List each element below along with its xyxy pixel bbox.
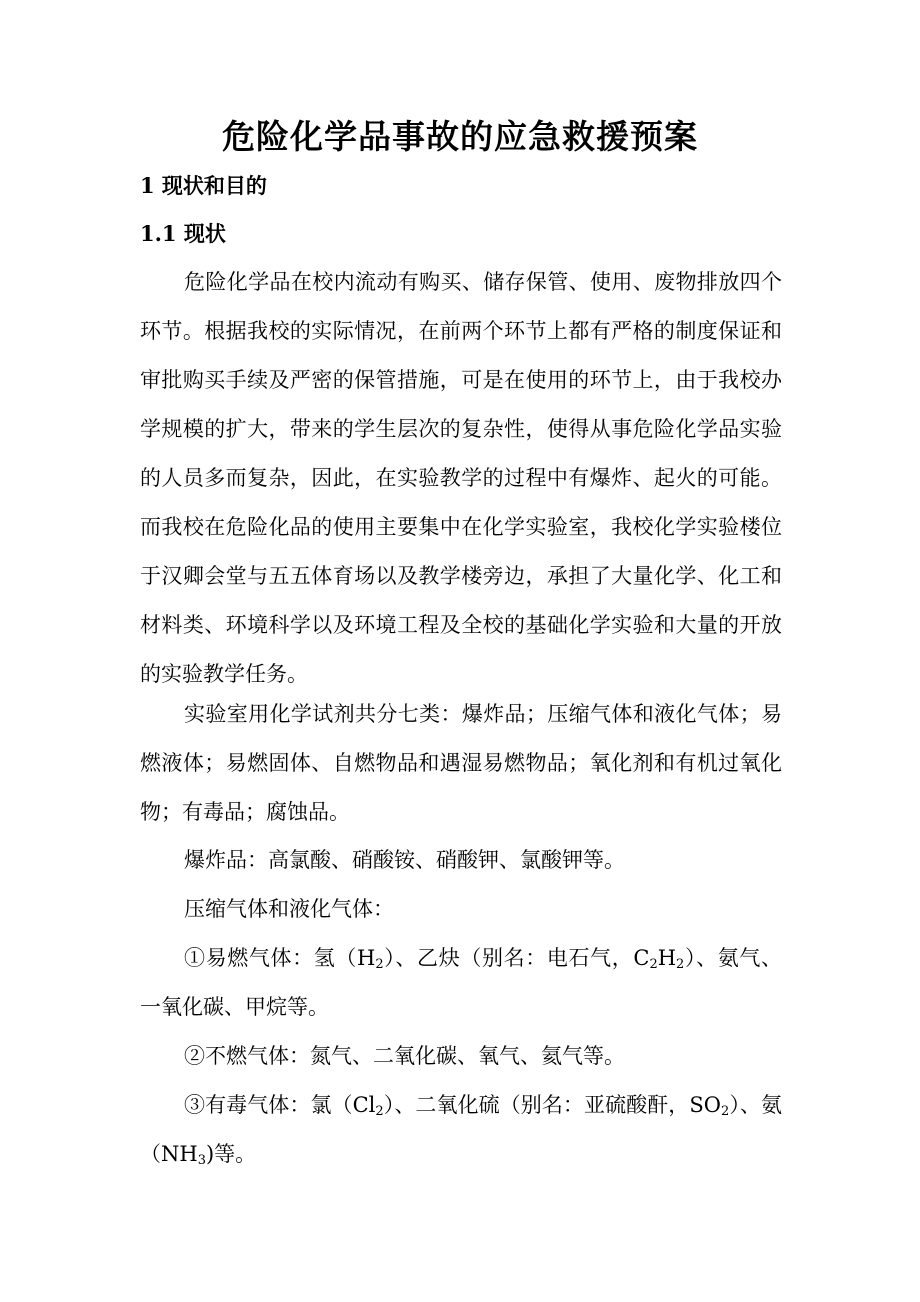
paragraph-reagent-categories: 实验室用化学试剂共分七类：爆炸品；压缩气体和液化气体；易燃液体；易燃固体、自燃物品和遇湿易燃物品；氧化剂和有机过氧化物；有毒品；腐蚀品。: [140, 702, 782, 824]
paragraph-gases-intro: 压缩气体和液化气体：: [184, 897, 394, 921]
paragraph-toxic-gases: ③有毒气体：氯$(Cl_2)$、二氧化硫（别名：亚硫酸酐，$SO_2$）、氨$(NH_3)$等。: [140, 1093, 782, 1168]
document-title: 危险化学品事故的应急救援预案: [222, 117, 698, 156]
paragraph-explosives: 爆炸品：高氯酸、硝酸铵、硝酸钾、氯酸钾等。: [184, 848, 625, 872]
paragraph-nonflammable-gases: ②不燃气体：氮气、二氧化碳、氧气、氦气等。: [184, 1044, 625, 1068]
paragraph-flammable-gases: ①易燃气体：氢$(H_2)$、乙炔（别名：电石气，$C_2H_2$）、氨气、一氧化碳、甲烷等。: [140, 946, 782, 1019]
section-heading-1-1: 1.1 现状: [140, 221, 226, 246]
paragraph-status: 危险化学品在校内流动有购买、储存保管、使用、废物排放四个环节。根据我校的实际情况，在前两个环节上都有严格的制度保证和审批购买手续及严密的保管措施，可是在使用的环节上，由于我校办学规模的扩大，带来的学生层次的复杂性，使得从事危险化学品实验的人员多而复杂，因此，在实验教学的过程中有爆炸、起火的可能。而我校在危险化品的使用主要集中在化学实验室，我校化学实验楼位于汉卿会堂与五五体育场以及教学楼旁边，承担了大量化学、化工和材料类、环境科学以及环境工程及全校的基础化学实验和大量的开放的实验教学任务。: [140, 270, 782, 686]
section-heading-1: 1 现状和目的: [140, 173, 267, 198]
